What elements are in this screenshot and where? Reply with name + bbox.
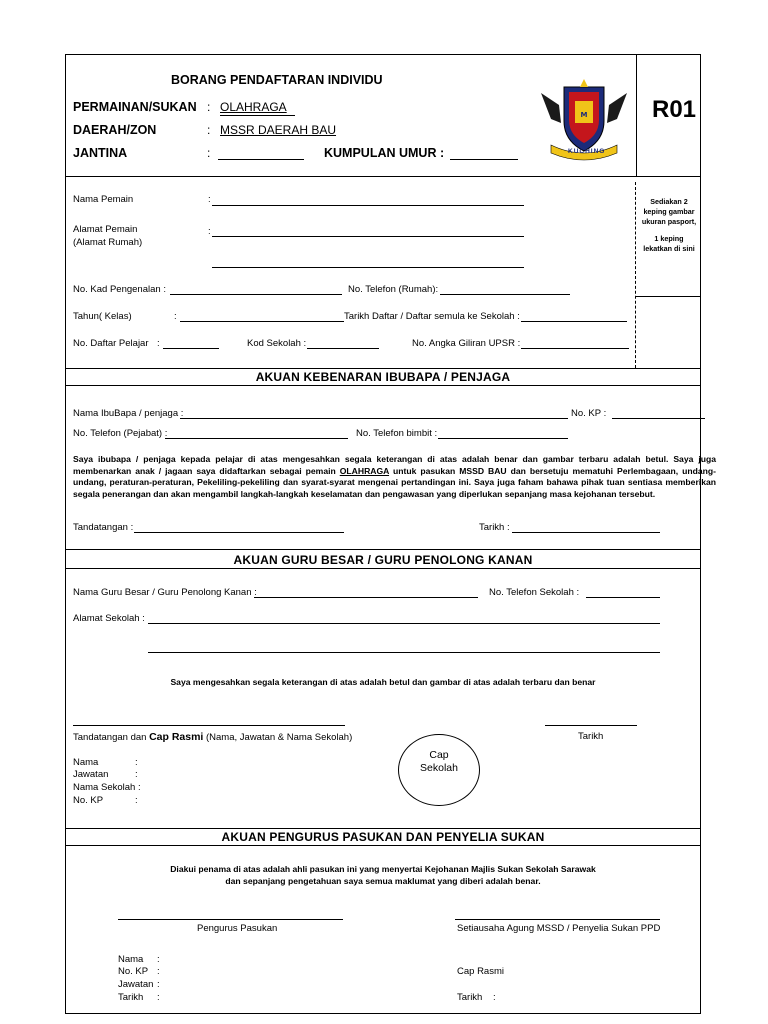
header-divider [636,54,637,176]
school-address-label: Alamat Sekolah : [73,613,145,624]
parent-declaration: Saya ibubapa / penjaga kepada pelajar di atas mengesahkan segala keterangan di atas adalah benar dan gambar terbaru adalah betul. Saya juga membenarkan anak / jagaan saya didaftarkan sebagai pemain OLAHRAGA untuk pasukan MSSD BAU dan bersetuju mematuhi Perlembagaan, undang-undang, peraturan-peraturan, Pekeliling-pekeliling dan syarat-syarat mengenai pertandingan ini. Saya juga faham bahawa pihak tuan sentiasa memberikan segala penerangan dan akan mengambil langkah-langkah keselamatan dan pengawasan yang diperlukan sepanjang masa kejohanan tersebut. [73,454,717,499]
hm-position-field: Jawatan [73,769,109,780]
school-phone-label: No. Telefon Sekolah : [489,587,580,598]
photo-box-instructions [640,197,698,254]
headmaster-date-label: Tarikh [578,731,604,742]
parent-signature-field[interactable] [134,532,344,533]
player-name-colon: : [208,194,211,205]
parent-name-label: Nama IbuBapa / penjaga : [73,408,184,419]
district-colon: : [207,123,211,137]
logo-banner-text: KUCHING [568,148,606,155]
year-class-label: Tahun( Kelas) [73,311,132,322]
secretary-label: Setiausaha Agung MSSD / Penyelia Sukan PPD [457,923,661,934]
parent-date-label: Tarikh : [479,522,510,533]
student-no-field[interactable] [163,348,219,349]
home-phone-field[interactable] [440,294,570,295]
parent-name-field[interactable] [180,418,568,419]
photo-box-left-border [635,182,636,368]
parent-date-field[interactable] [512,532,660,533]
year-class-colon: : [174,311,177,322]
year-class-field[interactable] [180,321,344,322]
headmaster-section-heading: AKUAN GURU BESAR / GURU PENOLONG KANAN [233,553,533,567]
upsr-label: No. Angka Giliran UPSR : [412,338,521,349]
school-code-field[interactable] [307,348,379,349]
official-stamp-bold: Cap Rasmi [149,731,204,743]
mobile-label: No. Telefon bimbit : [356,428,438,439]
secretary-signature-field[interactable] [455,919,660,920]
age-group-label: KUMPULAN UMUR : [324,146,445,160]
player-address-field-1[interactable] [212,236,524,237]
declaration-sport: OLAHRAGA [339,465,390,476]
home-phone-label: No. Telefon (Rumah): [348,284,439,295]
sport-colon: : [207,100,211,114]
age-group-field[interactable] [450,159,518,160]
sport-value: OLAHRAGA [220,100,287,114]
gender-label: JANTINA [73,146,128,160]
school-address-field-1[interactable] [148,623,660,624]
manager-label: Pengurus Pasukan [197,923,278,934]
form-code: R01 [652,96,697,123]
player-address-sub: (Alamat Rumah) [73,237,143,248]
district-value: MSSR DAERAH BAU [220,123,337,137]
ic-field[interactable] [170,294,342,295]
secretary-date-label: Tarikh [457,992,483,1003]
gender-field[interactable] [218,159,304,160]
sport-label: PERMAINAN/SUKAN [73,100,197,114]
manager-statement-1: Diakui penama di atas adalah ahli pasukan ini yang menyertai Kejohanan Majlis Sukan Sekolah Sarawak [170,864,596,874]
school-code-label: Kod Sekolah : [247,338,307,349]
photo-instruction-1: Sediakan 2 keping gambar ukuran pasport, [641,197,697,226]
district-label: DAERAH/ZON [73,123,157,137]
school-stamp-circle [398,734,480,806]
office-phone-label: No. Telefon (Pejabat) : [73,428,168,439]
player-name-field[interactable] [212,205,524,206]
player-name-label: Nama Pemain [73,194,134,205]
mgr-name-field: Nama [118,954,144,965]
player-address-colon: : [208,226,211,237]
ic-label: No. Kad Pengenalan : [73,284,166,295]
manager-statement-2: dan sepanjang pengetahuan saya semua maklumat yang diberi adalah benar. [225,876,541,886]
headmaster-signature-field[interactable] [73,725,345,726]
headmaster-name-label: Nama Guru Besar / Guru Penolong Kanan : [73,587,257,598]
school-crest-logo [537,75,631,161]
parent-signature-label: Tandatangan : [73,522,134,533]
parent-section-heading: AKUAN KEBENARAN IBUBAPA / PENJAGA [255,370,511,384]
manager-signature-field[interactable] [118,919,343,920]
register-date-field[interactable] [521,321,627,322]
school-phone-field[interactable] [586,597,660,598]
student-no-colon: : [157,338,160,349]
headmaster-signature-label: Tandatangan dan Cap Rasmi (Nama, Jawatan & Nama Sekolah) [73,731,353,743]
player-address-field-2[interactable] [212,267,524,268]
svg-text:M: M [580,111,588,119]
mgr-date-field: Tarikh [118,992,144,1003]
form-title: BORANG PENDAFTARAN INDIVIDU [171,73,383,87]
office-phone-field[interactable] [165,438,348,439]
player-address-label: Alamat Pemain [73,224,138,235]
student-no-label: No. Daftar Pelajar [73,338,149,349]
hm-name-field: Nama [73,757,99,768]
upsr-field[interactable] [521,348,629,349]
photo-instruction-2: 1 keping lekatkan di sini [643,234,695,253]
stamp-text-1: Cap [429,749,449,761]
headmaster-confirmation: Saya mengesahkan segala keterangan di atas adalah betul dan gambar di atas adalah terbaru dan benar [170,677,596,687]
stamp-text-2: Sekolah [420,762,458,774]
photo-box-divider [636,296,700,297]
register-date-label: Tarikh Daftar / Daftar semula ke Sekolah : [344,311,520,322]
mgr-position-field: Jawatan [118,979,154,990]
mgr-kp-field: No. KP [118,966,149,977]
header-bottom-rule [65,176,701,177]
manager-section-heading: AKUAN PENGURUS PASUKAN DAN PENYELIA SUKAN [221,830,545,844]
headmaster-date-field[interactable] [545,725,637,726]
official-stamp-label: Cap Rasmi [457,966,504,977]
gender-colon: : [207,146,211,160]
school-address-field-2[interactable] [148,652,660,653]
headmaster-name-field[interactable] [254,597,478,598]
parent-kp-field[interactable] [612,418,705,419]
parent-kp-label: No. KP : [571,408,607,419]
hm-kp-field: No. KP [73,795,104,806]
mobile-field[interactable] [438,438,568,439]
hm-school-name-field: Nama Sekolah : [73,782,141,793]
